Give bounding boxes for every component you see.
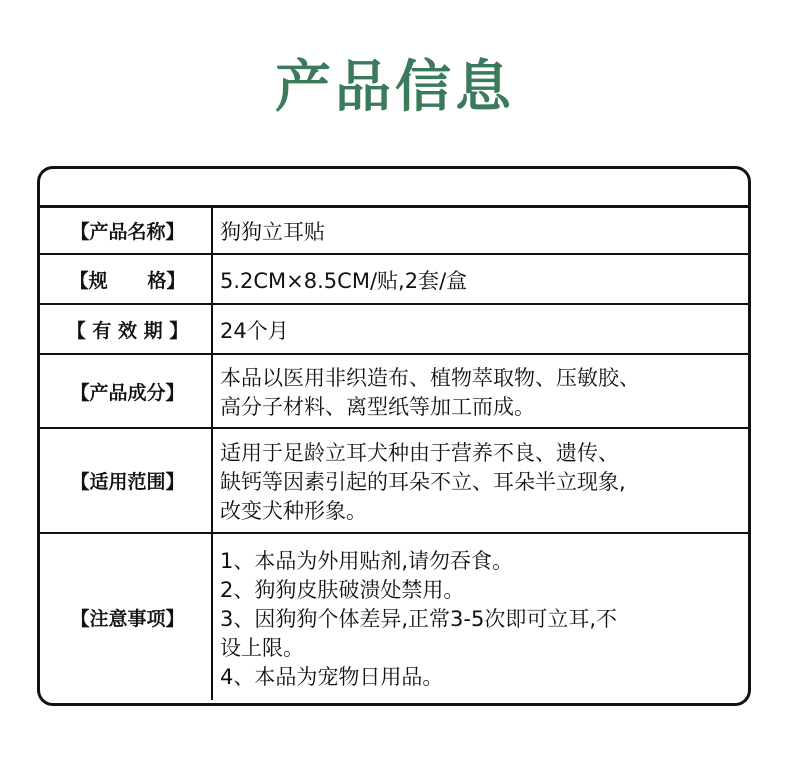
row-label: 【产品名称】 [40,208,213,253]
row-value [213,534,748,700]
row-label: 【规 格】 [40,255,213,303]
row-value [213,255,748,303]
value-line: 5.2CM×8.5CM/贴,2套/盒 [220,268,468,293]
product-info-table [37,166,751,706]
table-row-specification [40,255,748,305]
table-row-applicable-scope [40,429,748,534]
row-value [213,429,748,532]
value-line: 改变犬种形象。 [220,499,367,523]
row-value [213,305,748,353]
value-line: 高分子材料、离型纸等加工而成。 [220,395,535,419]
value-line: 本品以医用非织造布、植物萃取物、压敏胶、 [220,366,640,390]
table-header-strip [40,169,748,208]
row-label: 【注意事项】 [40,534,213,700]
row-value [213,208,748,253]
value-line: 适用于足龄立耳犬种由于营养不良、遗传、 [220,441,619,465]
table-row-product-name [40,208,748,255]
value-line: 设上限。 [220,635,304,660]
table-row-ingredients [40,355,748,429]
page-title: 产品信息 [275,55,515,120]
value-line: 3、因狗狗个体差异,正常3-5次即可立耳,不 [220,606,618,631]
value-line: 狗狗立耳贴 [220,220,325,244]
row-label: 【适用范围】 [40,429,213,532]
row-label: 【 有 效 期 】 [40,305,213,353]
row-label: 【产品成分】 [40,355,213,427]
row-value [213,355,748,427]
value-line: 2、狗狗皮肤破溃处禁用。 [220,577,465,602]
value-line: 24个月 [220,318,289,343]
table-row-shelf-life [40,305,748,355]
value-line: 缺钙等因素引起的耳朵不立、耳朵半立现象, [220,470,626,494]
value-line: 4、本品为宠物日用品。 [220,664,444,689]
value-line: 1、本品为外用贴剂,请勿吞食。 [220,548,514,573]
table-row-precautions [40,534,748,700]
